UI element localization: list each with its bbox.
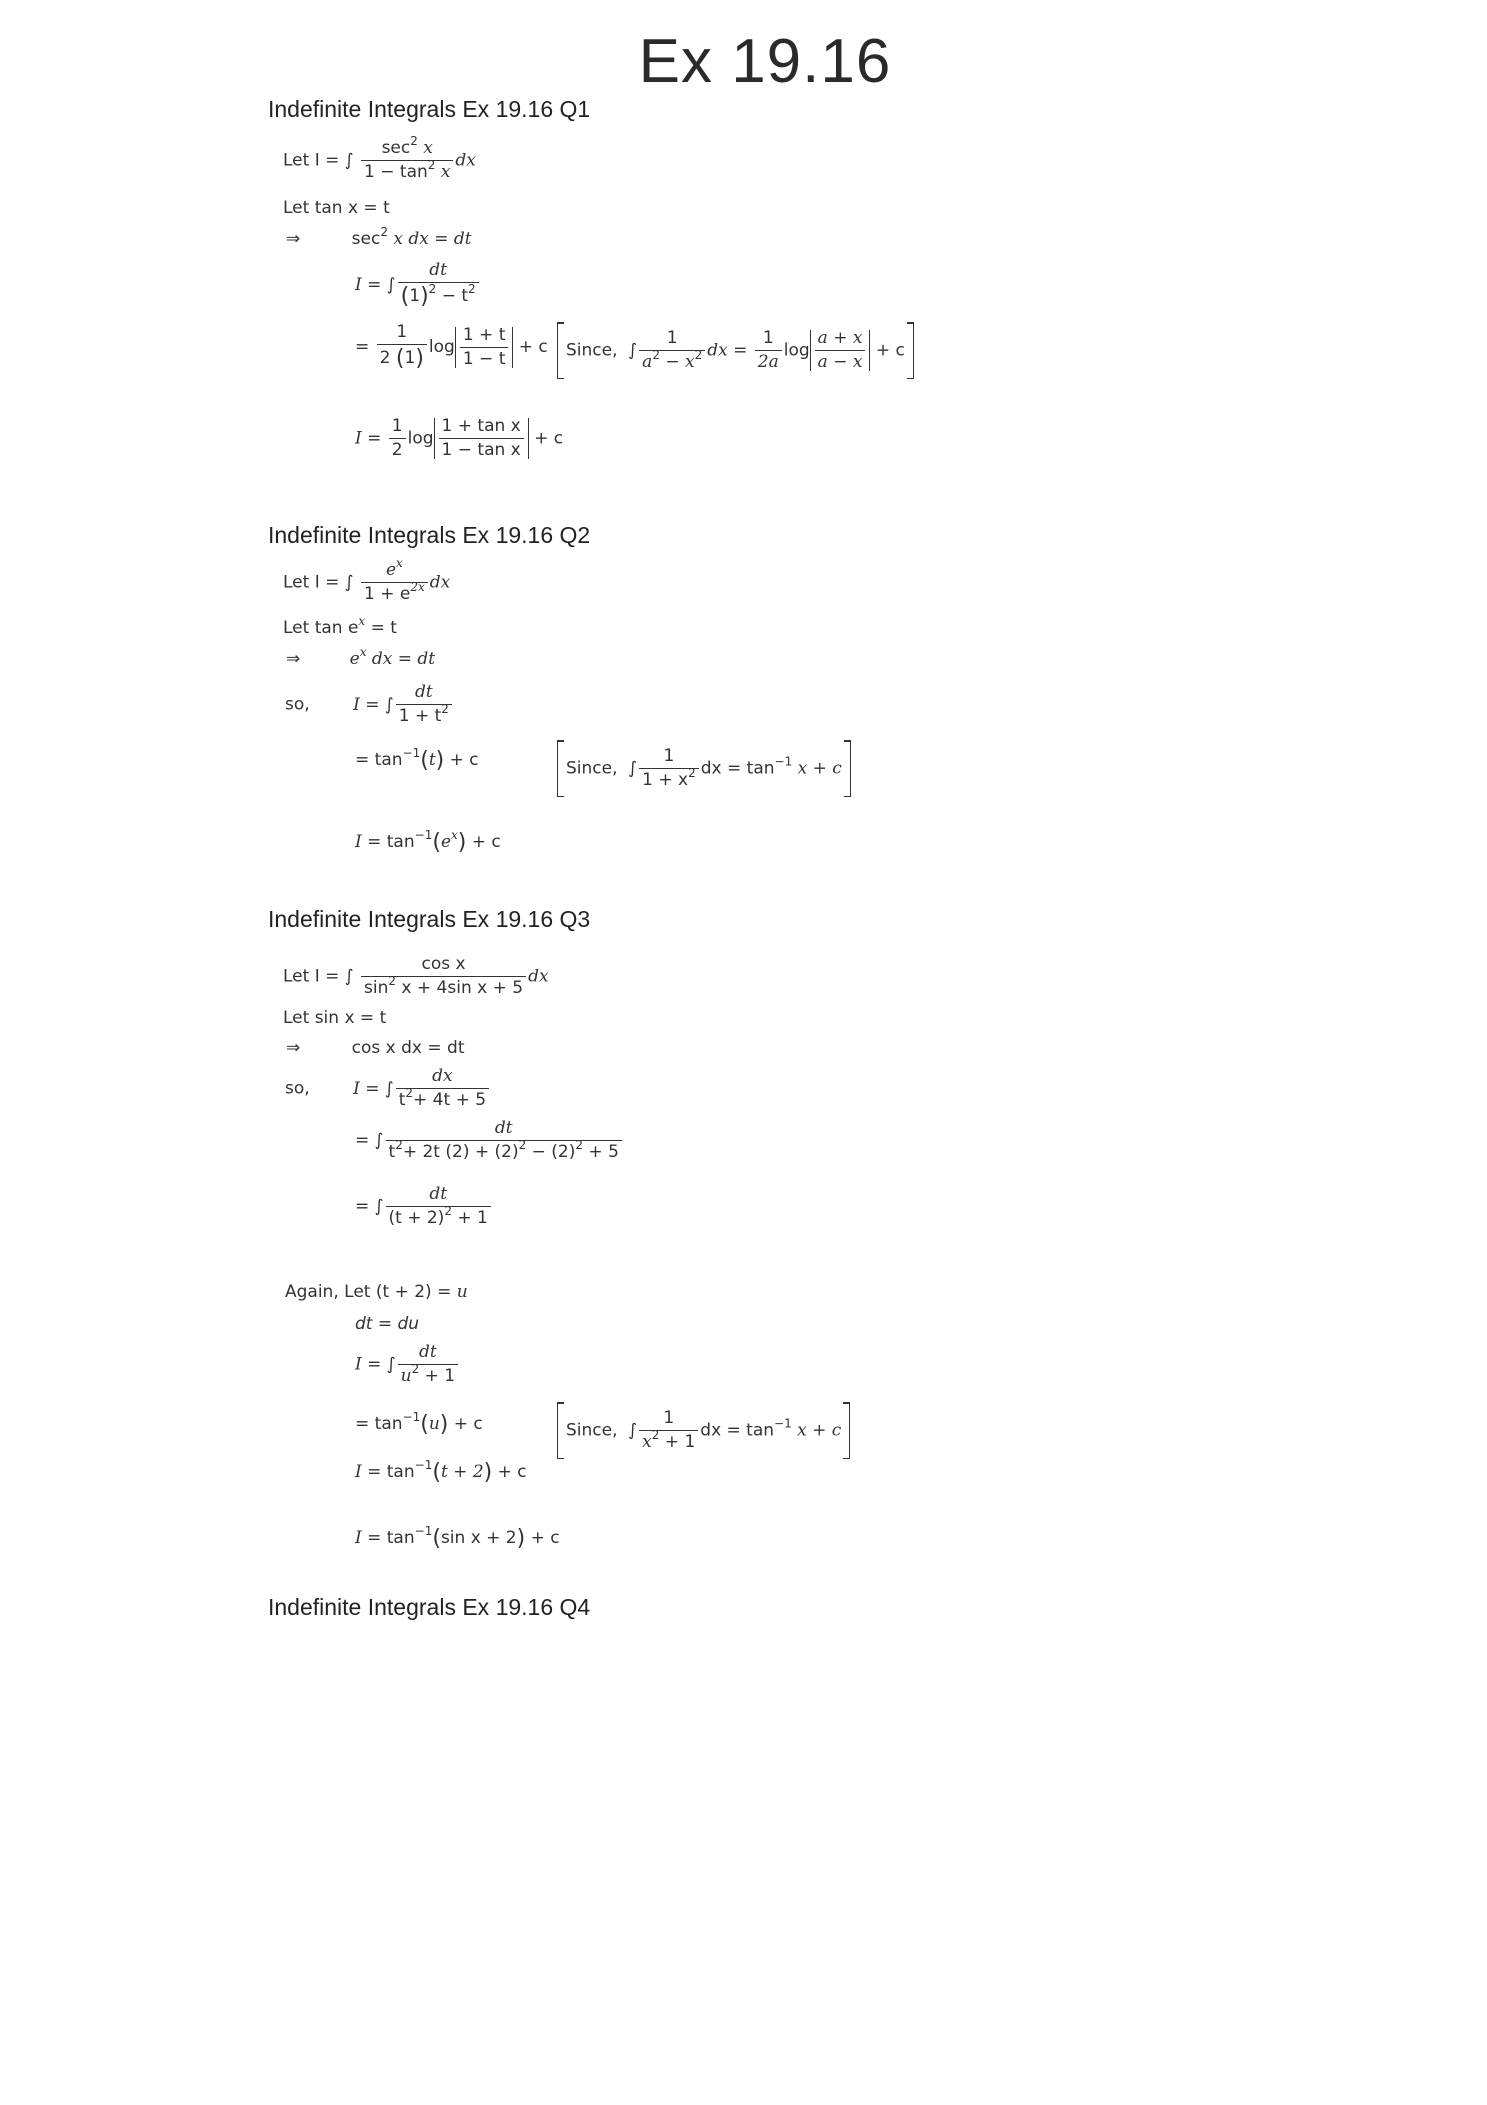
- q1-step-differential: ⇒ $\sec^2 x$ dx = dt: [286, 225, 472, 249]
- q1-step-let-integral: Let I = ∫ $\frac{\sec^2 x}{1 - \tan^2 x}$ dx: [283, 134, 476, 182]
- q2-step-differential: ⇒ $e^x$ dx = dt: [286, 645, 436, 669]
- q3-step-arctan-u: = $\tan^{-1}(u) + c$: [355, 1410, 483, 1437]
- q1-final-answer: I = $\frac{1}{2}$ log $\frac{\text{1 + tan x}}{\text{1 − tan x}}$ + c: [355, 416, 564, 460]
- q3-step-complete-square: = ∫ $\frac{dt}{t^2+ 2t (2) + (2)^2 - (2)^2 + 5}$: [355, 1120, 624, 1161]
- q3-step-arctan-t: $I = \tan^{-1}(t + 2) + c$: [355, 1458, 527, 1485]
- q3-step-squared-form: = ∫ $\frac{dt}{(t + 2)^2 + 1}$: [355, 1186, 493, 1227]
- q3-formula-note: Since, ∫ $\frac{1}{x^2 + 1}$ dx = $\tan^{-1} x + c$: [557, 1402, 850, 1459]
- q1-step-log-result: = $\frac{1}{2 (1)}$ log $\frac{1 + t}{1 - t}$ + c: [355, 322, 548, 371]
- q1-step-integral-dt: I = ∫ $\frac{dt}{(1)^2 - t^2}$: [355, 262, 481, 308]
- q3-step-dt-du: dt = du: [355, 1314, 420, 1334]
- q3-step-let-integral: Let I = ∫ $\frac{\text{cos x}}{\sin^2 x + 4\sin x + 5}$ dx: [283, 954, 549, 998]
- q2-step-let-integral: Let I = ∫ $\frac{e^x}{1 + e^{2x}}$ dx: [283, 556, 451, 604]
- q2-step-arctan: = $\tan^{-1}(t) + c$: [355, 746, 479, 773]
- q3-heading: Indefinite Integrals Ex 19.16 Q3: [268, 906, 591, 932]
- q1-formula-note: Since, ∫ $\frac{1}{a^2 - x^2}$ dx = $\frac{1}{2a}$ log $\frac{a + x}{a - x}$ + c: [557, 322, 914, 379]
- q1-step-substitution: Let tan x = t: [283, 198, 390, 218]
- q3-step-substitution: Let sin x = t: [283, 1008, 387, 1028]
- q3-step-again-let: Again, Let (t + 2) = u: [285, 1282, 468, 1302]
- q1-heading: Indefinite Integrals Ex 19.16 Q1: [268, 96, 591, 122]
- q2-formula-note: Since, ∫ $\frac{1}{1 + x^2}$ dx = $\tan^{-1} x + c$: [557, 740, 851, 797]
- q3-step-differential: ⇒ cos x dx = dt: [286, 1038, 465, 1058]
- q3-final-answer: $I = \tan^{-1}(\sin$ x + 2) + c: [355, 1524, 560, 1551]
- q4-heading: Indefinite Integrals Ex 19.16 Q4: [268, 1594, 591, 1620]
- q2-final-answer: $I = \tan^{-1}(e^x) + c$: [355, 828, 501, 855]
- q2-heading: Indefinite Integrals Ex 19.16 Q2: [268, 522, 591, 548]
- page-title: Ex 19.16: [638, 27, 892, 96]
- q2-step-integral-dt: so, I = ∫ $\frac{dt}{1 + t^2}$: [285, 684, 454, 725]
- q2-step-substitution: Let $\tan e^x = t$: [283, 614, 397, 638]
- q3-step-integral-dx: so, I = ∫ $\frac{dx}{t^2+ 4t + 5}$: [285, 1068, 491, 1109]
- q3-step-integral-du: I = ∫ $\frac{dt}{u^2 + 1}$: [355, 1344, 460, 1385]
